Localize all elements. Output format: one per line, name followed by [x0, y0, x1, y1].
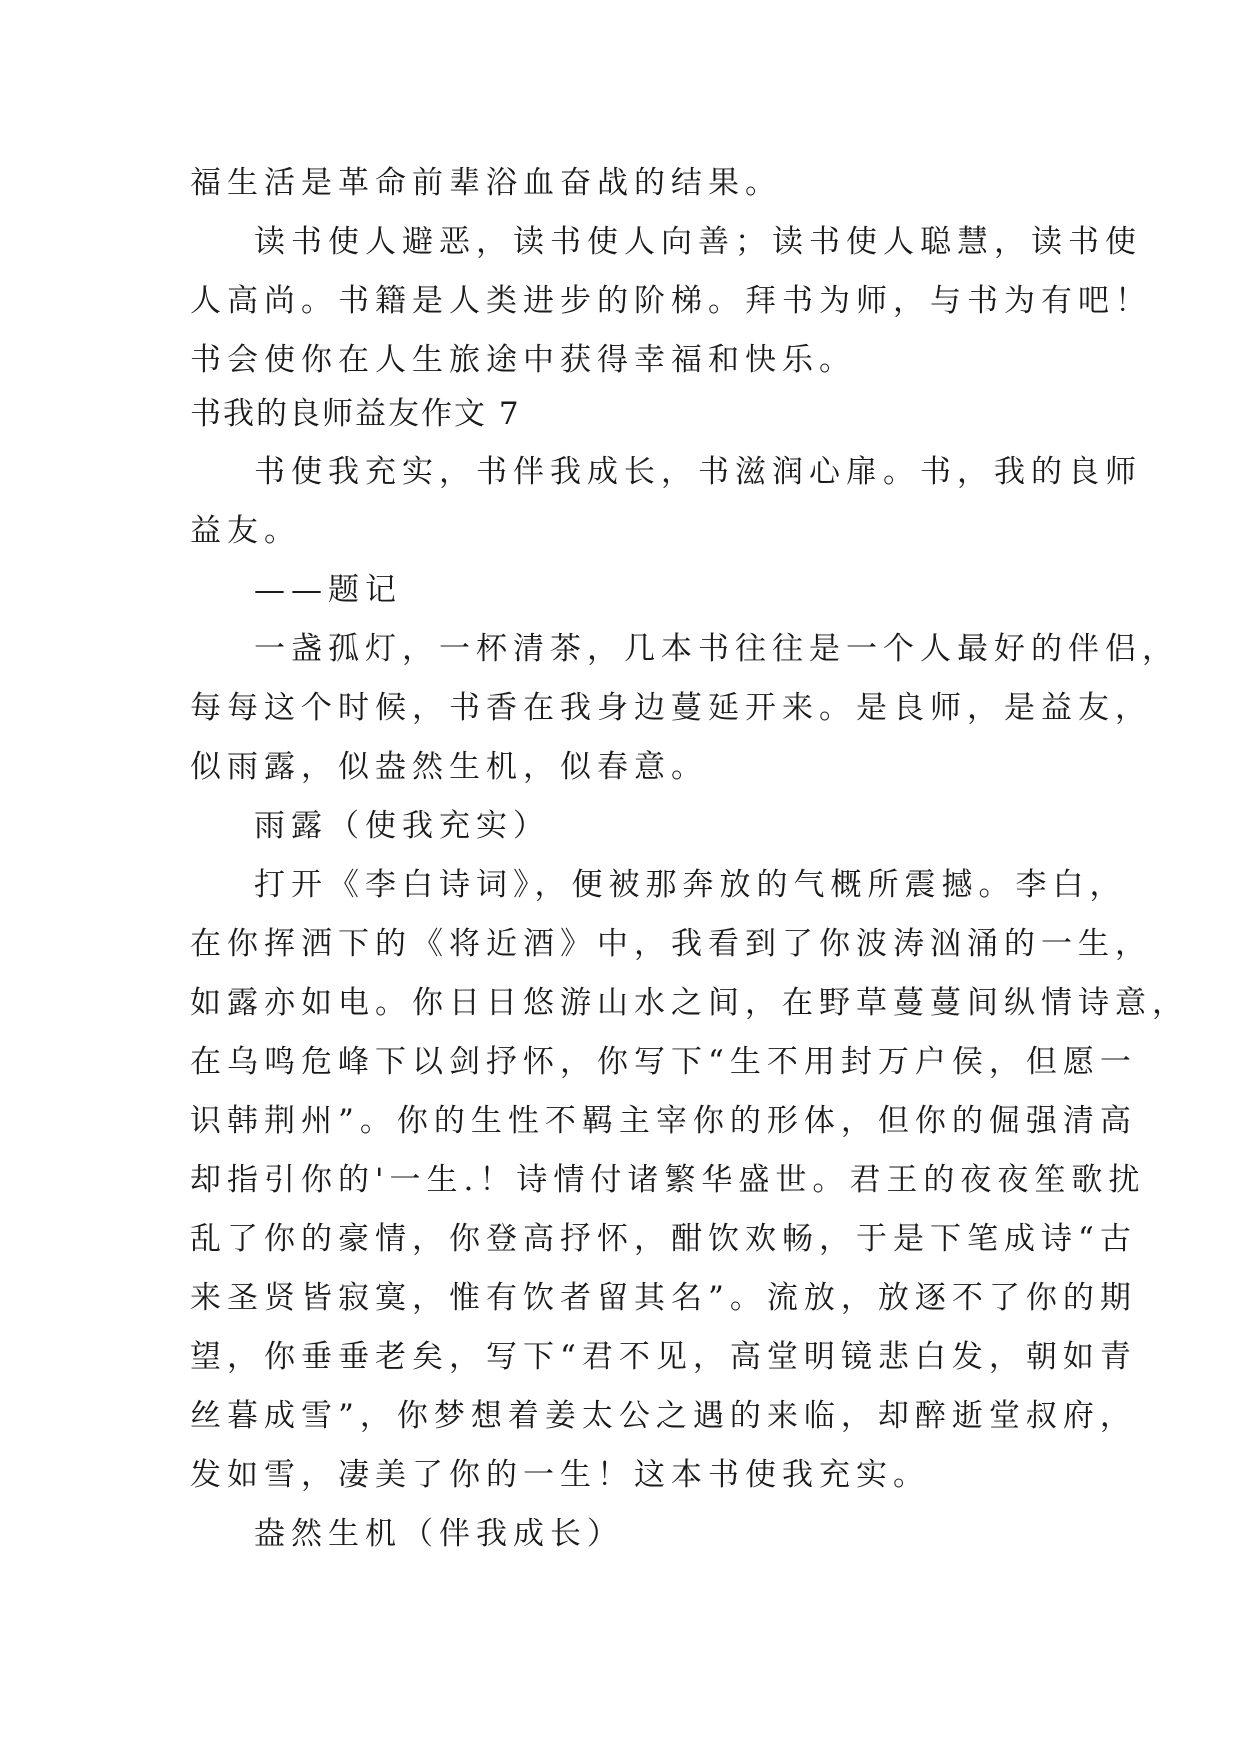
subheading: 盎然生机（伴我成长）	[254, 1516, 624, 1552]
text-line: 来圣贤皆寂寞，惟有饮者留其名”。流放，放逐不了你的期	[190, 1280, 1137, 1316]
text-line: 丝暮成雪”，你梦想着姜太公之遇的来临，却醉逝堂叔府，	[190, 1398, 1137, 1434]
section-heading: 书我的良师益友作文 7	[190, 396, 521, 432]
text-line: 一盏孤灯，一杯清茶，几本书往往是一个人最好的伴侣，	[254, 631, 1179, 667]
text-line: 在乌鸣危峰下以剑抒怀，你写下“生不用封万户侯，但愿一	[190, 1044, 1137, 1080]
text-line: 书会使你在人生旅途中获得幸福和快乐。	[190, 342, 856, 378]
text-line: 书使我充实，书伴我成长，书滋润心扉。书，我的良师	[254, 454, 1142, 490]
text-line: 似雨露，似盎然生机，似春意。	[190, 749, 708, 785]
text-line: 每每这个时候，书香在我身边蔓延开来。是良师，是益友，	[190, 690, 1152, 726]
subheading: 雨露（使我充实）	[254, 808, 550, 844]
text-line: 读书使人避恶，读书使人向善；读书使人聪慧，读书使	[254, 224, 1142, 260]
text-line: 人高尚。书籍是人类进步的阶梯。拜书为师，与书为有吧！	[190, 283, 1152, 319]
text-line: 却指引你的'一生.！诗情付诸繁华盛世。君王的夜夜笙歌扰	[190, 1162, 1146, 1198]
text-line: 打开《李白诗词》，便被那奔放的气概所震撼。李白，	[254, 867, 1127, 903]
text-line: 在你挥洒下的《将近酒》中，我看到了你波涛汹涌的一生，	[190, 926, 1152, 962]
text-line: 益友。	[190, 513, 301, 549]
text-line: 识韩荆州”。你的生性不羁主宰你的形体，但你的倔强清高	[190, 1103, 1137, 1139]
text-line: 发如雪，凄美了你的一生！这本书使我充实。	[190, 1457, 930, 1493]
text-line: 望，你垂垂老矣，写下“君不见，高堂明镜悲白发，朝如青	[190, 1339, 1137, 1375]
text-line: ——题记	[254, 572, 402, 608]
text-line: 福生活是革命前辈浴血奋战的结果。	[190, 165, 782, 201]
text-line: 如露亦如电。你日日悠游山水之间，在野草蔓蔓间纵情诗意，	[190, 985, 1189, 1021]
text-line: 乱了你的豪情，你登高抒怀，酣饮欢畅，于是下笔成诗“古	[190, 1221, 1137, 1257]
